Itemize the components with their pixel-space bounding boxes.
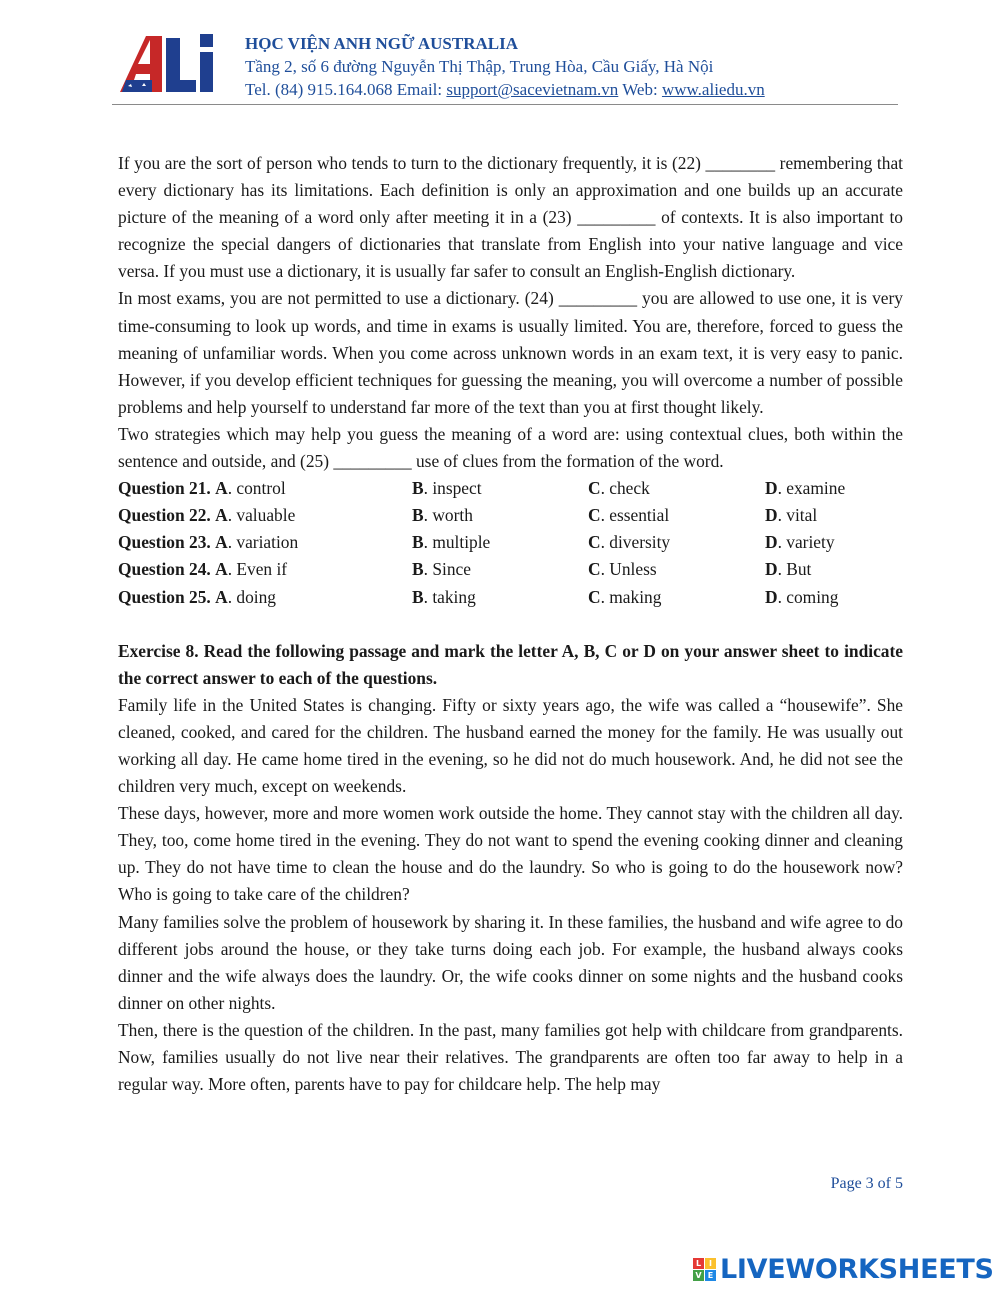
option-b[interactable]: Since bbox=[432, 559, 471, 580]
option-b[interactable]: taking bbox=[432, 586, 476, 607]
passage1-paragraph: In most exams, you are not permitted to use a dictionary. (24) _________ you are allowed to use one, it is very time-consuming to look up words, and time in exams is usually limited. You are, therefore, forced to guess the meaning of unfamiliar words. When you come across unknown words in an exam text, it is very easy to panic. However, if you develop efficient techniques for guessing the meaning, you will overcome a number of possible problems and help yourself to understand far more of the text than you at first thought likely. bbox=[118, 288, 903, 417]
exercise-8-title: Exercise 8. Read the following passage and mark the letter A, B, C or D on your answer sheet to indicate the correct answer to each of the questions. bbox=[118, 640, 903, 688]
liveworksheets-wordmark: LIVEWORKSHEETS bbox=[720, 1254, 994, 1285]
question-row: Question 23. A. variation B. multiple C. diversity D. variety bbox=[118, 532, 835, 553]
contact-line bbox=[245, 78, 765, 101]
website-link[interactable]: www.aliedu.vn bbox=[661, 80, 765, 99]
question-row: Question 25. A. doing B. taking C. making D. coming bbox=[118, 586, 839, 607]
worksheet-content bbox=[118, 150, 903, 1098]
option-d[interactable]: But bbox=[786, 559, 812, 580]
option-d[interactable]: variety bbox=[786, 532, 835, 553]
passage1-paragraph: Two strategies which may help you guess the meaning of a word are: using contextual clues, both within the sentence and outside, and (25) _________ use of clues from the formation of the word. bbox=[118, 423, 903, 472]
exercise-8-paragraph: Family life in the United States is changing. Fifty or sixty years ago, the wife was called a “housewife”. She cleaned, cooked, and cared for the children. The husband earned the money for the family. He was usually out working all day. He came home tired in the evening, so he did not do much housework. And, he did not see the children very much, except on weekends. bbox=[118, 694, 903, 797]
page-number: Page 3 of 5 bbox=[830, 1175, 903, 1192]
option-c[interactable]: diversity bbox=[609, 532, 671, 553]
question-label: Question 21. bbox=[118, 478, 211, 499]
option-b[interactable]: multiple bbox=[432, 532, 491, 553]
email-link[interactable]: support@sacevietnam.vn bbox=[446, 80, 619, 99]
web-label: Web: bbox=[618, 80, 662, 99]
liveworksheets-logo-icon: L I V E bbox=[693, 1258, 716, 1281]
header-info bbox=[245, 32, 765, 101]
exercise-8-paragraph: Then, there is the question of the children. In the past, many families got help with childcare from grandparents. Now, families usually do not live near their relatives. The grandparents are often too far away to help in a regular way. More often, parents have to pay for childcare help. The help may bbox=[118, 1019, 903, 1095]
address: Tầng 2, số 6 đường Nguyễn Thị Thập, Trung Hòa, Cầu Giấy, Hà Nội bbox=[245, 57, 714, 76]
passage1-paragraph: If you are the sort of person who tends to turn to the dictionary frequently, it is (22) ________ remembering that every dictionary has its limitations. Each definition is only an approximation and one builds up an accurate picture of the meaning of a word only after meeting it in a (23) _________ of contexts. It is also important to recognize the special dangers of dictionaries that translate from English into your native language and vice versa. If you must use a dictionary, it is usually far safer to consult an English-English dictionary. bbox=[118, 153, 903, 282]
option-c[interactable]: making bbox=[609, 586, 662, 607]
option-d[interactable]: vital bbox=[786, 505, 818, 526]
question-label: Question 22. bbox=[118, 505, 211, 526]
option-a[interactable]: Even if bbox=[236, 559, 288, 580]
question-row: Question 21. A. control B. inspect C. check D. examine bbox=[118, 478, 846, 499]
question-list bbox=[118, 475, 903, 610]
question-row: Question 24. A. Even if B. Since C. Unless D. But bbox=[118, 559, 812, 580]
option-c[interactable]: check bbox=[609, 478, 650, 499]
option-c[interactable]: essential bbox=[609, 505, 670, 526]
header-divider bbox=[112, 104, 898, 105]
ali-logo bbox=[118, 30, 222, 96]
option-a[interactable]: variation bbox=[236, 532, 299, 553]
option-a[interactable]: valuable bbox=[236, 505, 296, 526]
option-d[interactable]: coming bbox=[786, 586, 839, 607]
question-row: Question 22. A. valuable B. worth C. essential D. vital bbox=[118, 505, 818, 526]
option-a[interactable]: control bbox=[236, 478, 286, 499]
tel-label: Tel. (84) 915.164.068 Email: bbox=[245, 80, 447, 99]
question-label: Question 24. bbox=[118, 559, 211, 580]
liveworksheets-brand[interactable] bbox=[693, 1254, 994, 1285]
option-d[interactable]: examine bbox=[786, 478, 846, 499]
question-label: Question 23. bbox=[118, 532, 211, 553]
question-label: Question 25. bbox=[118, 586, 211, 607]
option-a[interactable]: doing bbox=[236, 586, 277, 607]
option-c[interactable]: Unless bbox=[609, 559, 657, 580]
exercise-8-paragraph: Many families solve the problem of housework by sharing it. In these families, the husband and wife agree to do different jobs around the house, or they take turns doing each job. For example, the husband always cooks dinner and the wife always does the laundry. Or, the wife cooks dinner on some nights and the husband cooks dinner on other nights. bbox=[118, 911, 903, 1013]
exercise-8-paragraph: These days, however, more and more women work outside the home. They cannot stay with the children all day. They, too, come home tired in the evening. They do not want to spend the evening cooking dinner and cleaning up. They do not have time to clean the house and do the laundry. So who is going to do the housework now? Who is going to take care of the children? bbox=[118, 803, 903, 905]
institute-name: HỌC VIỆN ANH NGỮ AUSTRALIA bbox=[245, 34, 518, 53]
option-b[interactable]: inspect bbox=[432, 478, 482, 499]
option-b[interactable]: worth bbox=[432, 505, 473, 526]
